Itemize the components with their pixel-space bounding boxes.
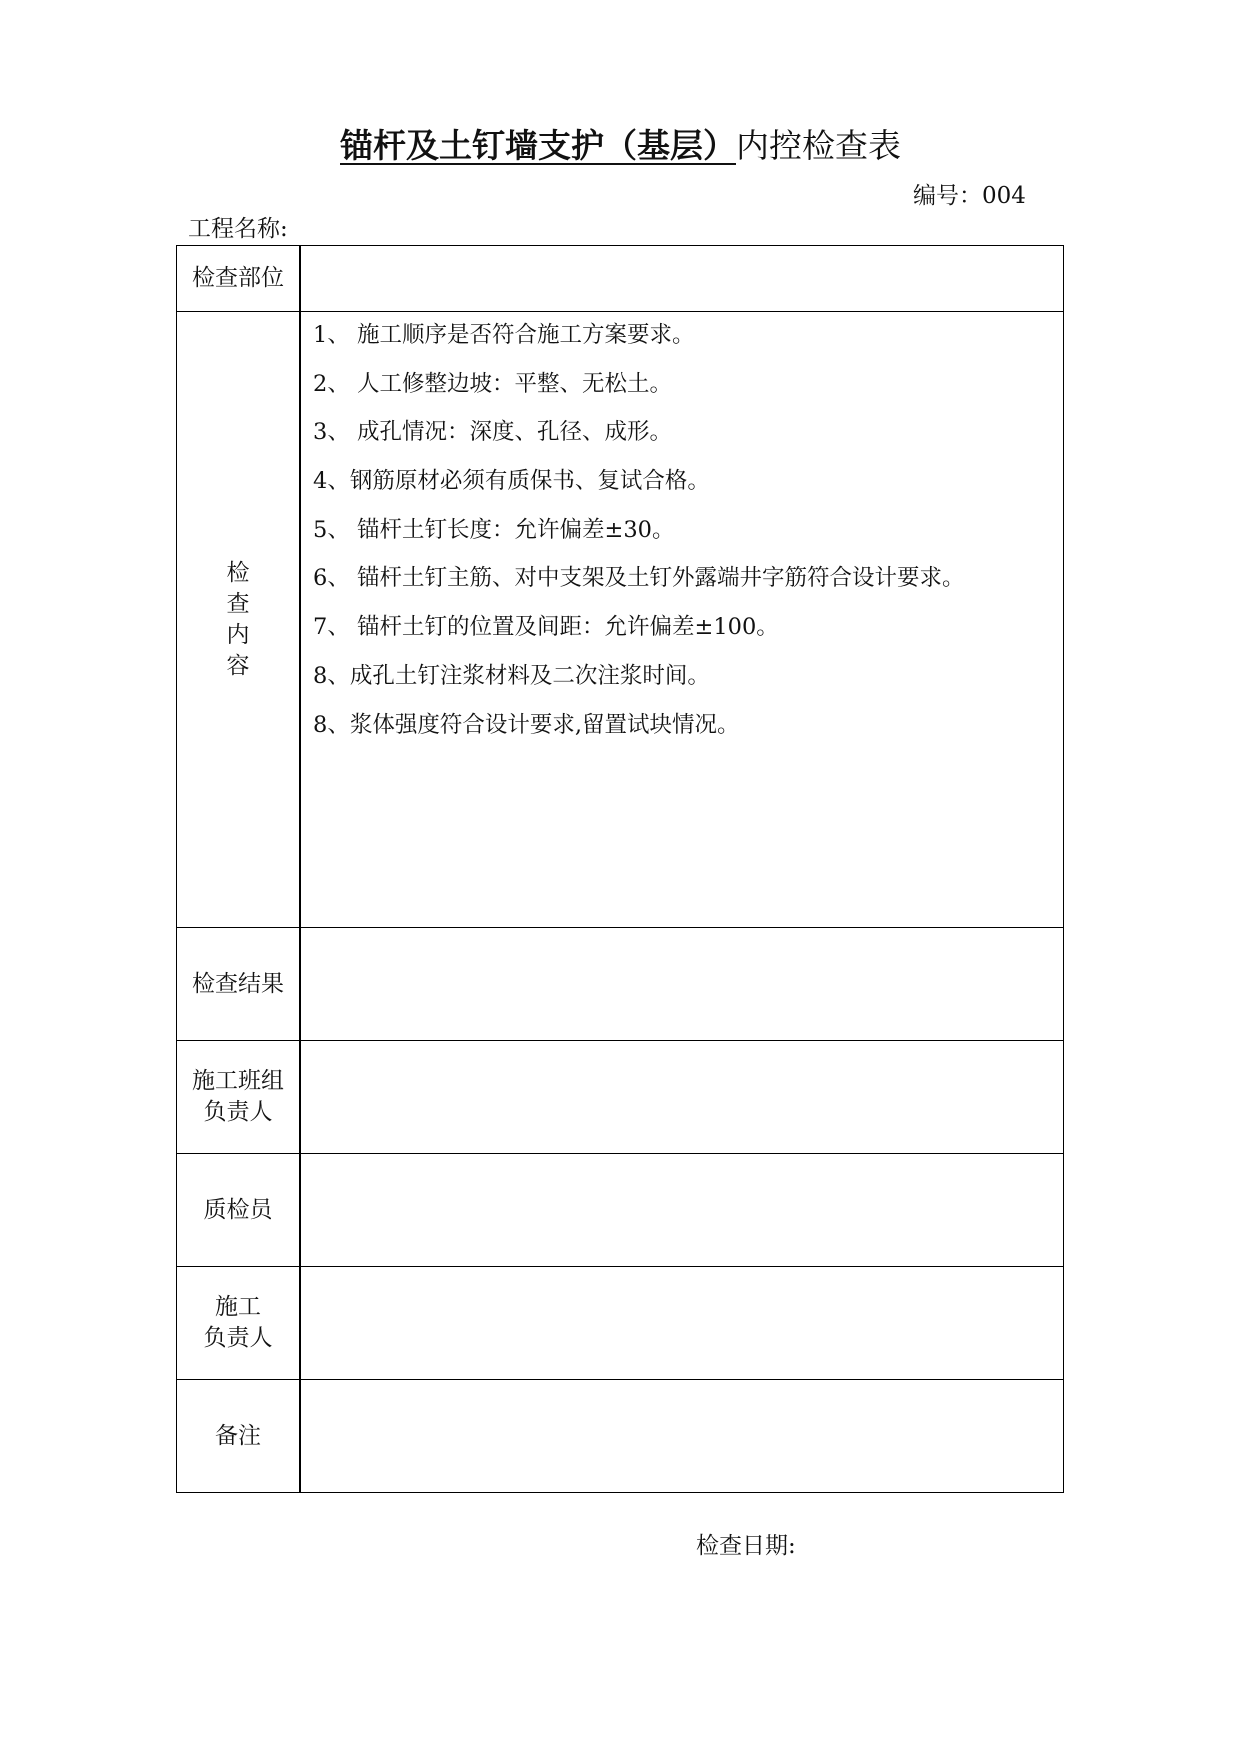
construction-manager-label xyxy=(177,1267,301,1380)
row-inspection-content xyxy=(177,312,1064,928)
inspection-item: 3、 成孔情况：深度、孔径、成形。 xyxy=(313,419,672,446)
inspection-items-list xyxy=(301,312,1063,758)
inspection-item: 4、钢筋原材必须有质保书、复试合格。 xyxy=(313,468,710,495)
inspection-result-field[interactable] xyxy=(300,928,1064,1041)
inspection-location-label: 检查部位 xyxy=(177,246,301,312)
remarks-field[interactable] xyxy=(300,1380,1064,1493)
document-number: 编号：004 xyxy=(913,183,1026,209)
inspection-item: 7、 锚杆土钉的位置及间距：允许偏差±100。 xyxy=(313,614,779,641)
inspection-result-label: 检查结果 xyxy=(177,928,301,1041)
title-bold-part: 锚杆及土钉墙支护（基层） xyxy=(340,126,736,165)
label-char: 容 xyxy=(226,652,250,679)
row-inspection-location xyxy=(177,246,1064,312)
inspection-content-label-stack xyxy=(177,558,299,682)
team-leader-field[interactable] xyxy=(300,1041,1064,1154)
row-team-leader xyxy=(177,1041,1064,1154)
label-char: 查 xyxy=(226,590,250,617)
document-title xyxy=(0,124,1241,168)
quality-inspector-field[interactable] xyxy=(300,1154,1064,1267)
inspection-item: 5、 锚杆土钉长度：允许偏差±30。 xyxy=(313,516,675,543)
inspection-form-table xyxy=(176,245,1064,1493)
remarks-label: 备注 xyxy=(177,1380,301,1493)
inspection-content-cell xyxy=(300,312,1064,928)
construction-manager-label-line1: 施工 xyxy=(215,1294,261,1320)
label-char: 检 xyxy=(226,559,250,586)
check-date-label: 检查日期: xyxy=(696,1533,796,1559)
label-char: 内 xyxy=(226,621,250,648)
inspection-item: 1、 施工顺序是否符合施工方案要求。 xyxy=(313,322,695,348)
inspection-item: 8、成孔土钉注浆材料及二次注浆时间。 xyxy=(313,662,710,689)
row-inspection-result xyxy=(177,928,1064,1041)
row-remarks xyxy=(177,1380,1064,1493)
title-regular-part: 内控检查表 xyxy=(736,126,901,165)
inspection-item: 8、浆体强度符合设计要求,留置试块情况。 xyxy=(313,711,740,738)
inspection-content-label xyxy=(177,312,301,928)
project-name-label: 工程名称: xyxy=(188,216,288,242)
construction-manager-field[interactable] xyxy=(300,1267,1064,1380)
row-construction-manager xyxy=(177,1267,1064,1380)
inspection-location-field[interactable] xyxy=(300,246,1064,312)
inspection-item: 6、 锚杆土钉主筋、对中支架及土钉外露端井字筋符合设计要求。 xyxy=(313,565,965,592)
inspection-item: 2、 人工修整边坡：平整、无松土。 xyxy=(313,370,672,397)
team-leader-label-line2: 负责人 xyxy=(203,1099,273,1125)
row-quality-inspector xyxy=(177,1154,1064,1267)
team-leader-label xyxy=(177,1041,301,1154)
construction-manager-label-line2: 负责人 xyxy=(203,1325,273,1351)
team-leader-label-line1: 施工班组 xyxy=(192,1068,284,1094)
quality-inspector-label: 质检员 xyxy=(177,1154,301,1267)
